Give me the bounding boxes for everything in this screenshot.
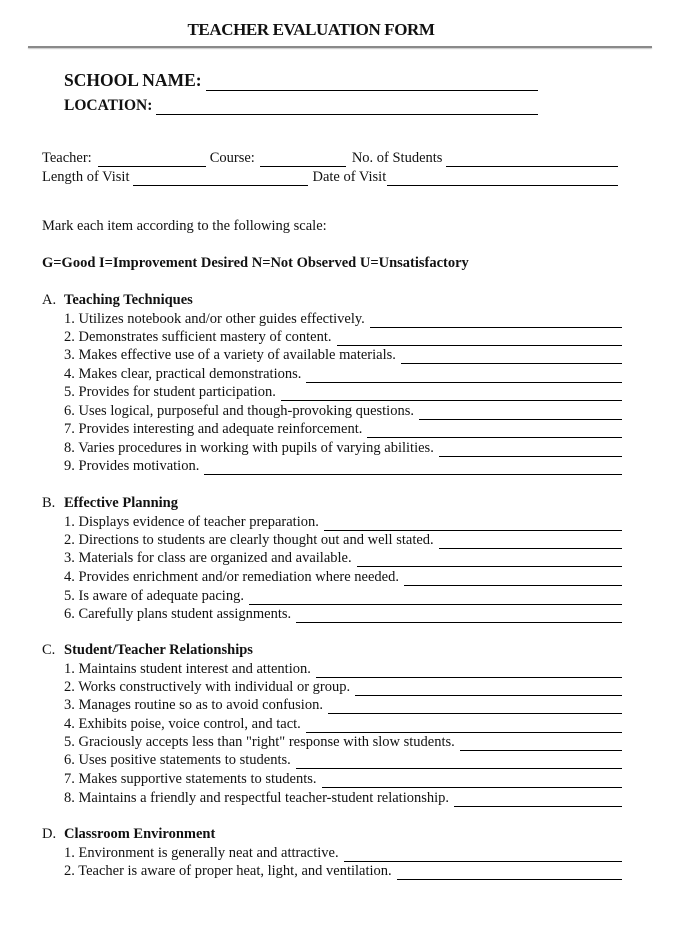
rating-blank[interactable] xyxy=(344,848,622,862)
section-header xyxy=(42,642,253,659)
item-text: 6. Uses logical, purposeful and though-provoking questions. xyxy=(64,403,414,419)
item-text: 5. Provides for student participation. xyxy=(64,384,276,400)
title-divider xyxy=(28,46,652,48)
evaluation-item xyxy=(64,715,622,733)
school-name-blank[interactable] xyxy=(206,76,538,91)
section-header xyxy=(42,495,178,512)
evaluation-item xyxy=(64,346,622,364)
rating-blank[interactable] xyxy=(316,664,622,678)
item-text: 4. Makes clear, practical demonstrations. xyxy=(64,366,302,382)
item-text: 8. Varies procedures in working with pupils of varying abilities. xyxy=(64,440,434,456)
item-text: 3. Materials for class are organized and available. xyxy=(64,550,352,566)
section-title: Classroom Environment xyxy=(64,826,216,842)
section-letter: B. xyxy=(42,495,56,511)
rating-blank[interactable] xyxy=(296,609,622,623)
length-of-visit-blank[interactable] xyxy=(133,171,308,186)
school-name-field xyxy=(64,70,538,91)
item-text: 1. Environment is generally neat and attractive. xyxy=(64,845,339,861)
item-text: 1. Maintains student interest and attention. xyxy=(64,661,311,677)
item-text: 6. Uses positive statements to students. xyxy=(64,752,291,768)
teacher-blank[interactable] xyxy=(98,152,206,167)
rating-blank[interactable] xyxy=(296,755,622,769)
section-letter: D. xyxy=(42,826,57,842)
rating-blank[interactable] xyxy=(324,517,622,531)
rating-blank[interactable] xyxy=(328,700,622,714)
rating-blank[interactable] xyxy=(355,682,622,696)
item-text: 6. Carefully plans student assignments. xyxy=(64,606,292,622)
rating-blank[interactable] xyxy=(357,553,622,567)
section-header xyxy=(42,292,193,309)
section-header xyxy=(42,826,215,843)
evaluation-item xyxy=(64,696,622,714)
rating-blank[interactable] xyxy=(404,572,622,586)
rating-blank[interactable] xyxy=(367,424,622,438)
evaluation-item xyxy=(64,605,622,623)
evaluation-item xyxy=(64,383,622,401)
date-of-visit-label: Date of Visit xyxy=(312,169,387,185)
visit-info-row-2 xyxy=(42,169,618,186)
item-text: 2. Works constructively with individual or group. xyxy=(64,679,351,695)
date-of-visit-blank[interactable] xyxy=(387,171,618,186)
item-text: 4. Exhibits poise, voice control, and tact. xyxy=(64,716,301,732)
rating-blank[interactable] xyxy=(439,443,622,457)
item-text: 5. Graciously accepts less than "right" response with slow students. xyxy=(64,734,455,750)
scale-instructions: Mark each item according to the following scale: xyxy=(42,218,327,234)
item-text: 2. Directions to students are clearly thought out and well stated. xyxy=(64,532,434,548)
students-blank[interactable] xyxy=(446,152,618,167)
evaluation-item xyxy=(64,844,622,862)
rating-blank[interactable] xyxy=(439,535,622,549)
rating-blank[interactable] xyxy=(322,774,622,788)
item-text: 1. Displays evidence of teacher preparation. xyxy=(64,514,319,530)
rating-blank[interactable] xyxy=(306,719,622,733)
evaluation-item xyxy=(64,733,622,751)
evaluation-item xyxy=(64,310,622,328)
item-text: 7. Makes supportive statements to students. xyxy=(64,771,317,787)
item-text: 8. Maintains a friendly and respectful teacher-student relationship. xyxy=(64,790,450,806)
length-of-visit-label: Length of Visit xyxy=(42,169,130,185)
rating-blank[interactable] xyxy=(460,737,622,751)
evaluation-item xyxy=(64,678,622,696)
rating-blank[interactable] xyxy=(454,793,622,807)
form-title: TEACHER EVALUATION FORM xyxy=(187,20,435,39)
students-label: No. of Students xyxy=(351,150,443,166)
item-text: 2. Demonstrates sufficient mastery of content. xyxy=(64,329,332,345)
evaluation-item xyxy=(64,587,622,605)
evaluation-item xyxy=(64,862,622,880)
section-title: Effective Planning xyxy=(64,495,178,511)
evaluation-item xyxy=(64,328,622,346)
evaluation-item xyxy=(64,420,622,438)
scale-legend: G=Good I=Improvement Desired N=Not Observed U=Unsatisfactory xyxy=(42,255,469,271)
evaluation-item xyxy=(64,549,622,567)
item-text: 9. Provides motivation. xyxy=(64,458,200,474)
item-text: 3. Makes effective use of a variety of available materials. xyxy=(64,347,396,363)
course-label: Course: xyxy=(209,150,255,166)
school-name-label: SCHOOL NAME: xyxy=(64,70,202,90)
item-text: 4. Provides enrichment and/or remediation where needed. xyxy=(64,569,399,585)
rating-blank[interactable] xyxy=(204,461,622,475)
section-title: Student/Teacher Relationships xyxy=(64,642,253,658)
evaluation-item xyxy=(64,365,622,383)
evaluation-item xyxy=(64,457,622,475)
location-blank[interactable] xyxy=(156,100,538,115)
rating-blank[interactable] xyxy=(281,387,622,401)
item-text: 2. Teacher is aware of proper heat, light, and ventilation. xyxy=(64,863,392,879)
evaluation-item xyxy=(64,751,622,769)
rating-blank[interactable] xyxy=(249,591,622,605)
evaluation-item xyxy=(64,531,622,549)
rating-blank[interactable] xyxy=(419,406,622,420)
evaluation-item xyxy=(64,789,622,807)
section-letter: A. xyxy=(42,292,57,308)
course-blank[interactable] xyxy=(260,152,346,167)
rating-blank[interactable] xyxy=(370,314,622,328)
evaluation-item xyxy=(64,439,622,457)
location-label: LOCATION: xyxy=(64,97,153,114)
evaluation-item xyxy=(64,568,622,586)
rating-blank[interactable] xyxy=(401,350,622,364)
section-letter: C. xyxy=(42,642,56,658)
evaluation-item xyxy=(64,513,622,531)
teacher-label: Teacher: xyxy=(42,150,92,166)
evaluation-item xyxy=(64,770,622,788)
visit-info-row-1 xyxy=(42,150,618,167)
evaluation-item xyxy=(64,402,622,420)
item-text: 7. Provides interesting and adequate reinforcement. xyxy=(64,421,363,437)
item-text: 5. Is aware of adequate pacing. xyxy=(64,588,244,604)
section-title: Teaching Techniques xyxy=(64,292,193,308)
rating-blank[interactable] xyxy=(337,332,622,346)
location-field xyxy=(64,97,538,115)
item-text: 3. Manages routine so as to avoid confusion. xyxy=(64,697,323,713)
rating-blank[interactable] xyxy=(306,369,622,383)
evaluation-item xyxy=(64,660,622,678)
item-text: 1. Utilizes notebook and/or other guides effectively. xyxy=(64,311,365,327)
rating-blank[interactable] xyxy=(397,866,622,880)
